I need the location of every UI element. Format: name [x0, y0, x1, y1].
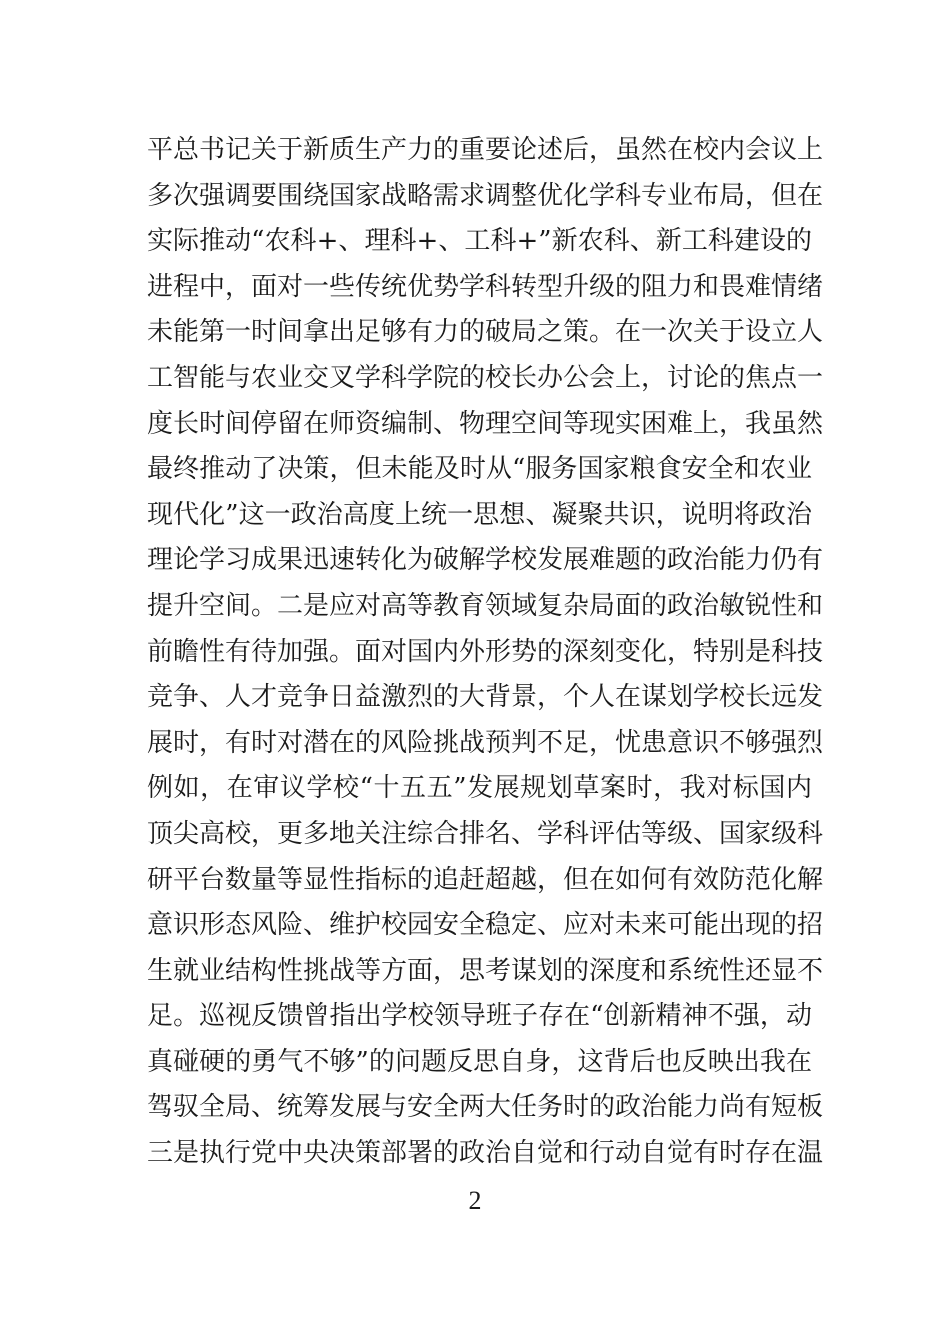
- text-line: 工智能与农业交叉学科学院的校长办公会上，讨论的焦点一: [147, 362, 824, 393]
- text-line: 实际推动“农科+、理科+、工科+”新农科、新工科建设的: [147, 226, 812, 257]
- text-line: 多次强调要围绕国家战略需求调整优化学科专业布局，但在: [147, 180, 824, 211]
- body-text: [147, 128, 824, 1177]
- text-line: 展时，有时对潜在的风险挑战预判不足，忧患意识不够强烈: [147, 727, 824, 758]
- text-line: 顶尖高校，更多地关注综合排名、学科评估等级、国家级科: [147, 818, 824, 849]
- text-line: 意识形态风险、维护校园安全稳定、应对未来可能出现的招: [147, 910, 824, 941]
- text-line: 竞争、人才竞争日益激烈的大背景，个人在谋划学校长远发: [147, 682, 824, 713]
- text-line: 研平台数量等显性指标的追赶超越，但在如何有效防范化解: [147, 864, 824, 895]
- text-line: 理论学习成果迅速转化为破解学校发展难题的政治能力仍有: [147, 545, 824, 576]
- text-line: 真碰硬的勇气不够”的问题反思自身，这背后也反映出我在: [147, 1046, 812, 1077]
- text-line: 现代化”这一政治高度上统一思想、凝聚共识，说明将政治: [147, 499, 812, 530]
- text-line: 驾驭全局、统筹发展与安全两大任务时的政治能力尚有短板: [147, 1092, 824, 1123]
- text-line: 最终推动了决策，但未能及时从“服务国家粮食安全和农业: [147, 454, 812, 485]
- text-line: 前瞻性有待加强。面对国内外形势的深刻变化，特别是科技: [147, 636, 824, 667]
- text-line: 生就业结构性挑战等方面，思考谋划的深度和系统性还显不: [147, 955, 824, 986]
- text-line: 三是执行党中央决策部署的政治自觉和行动自觉有时存在温: [147, 1138, 824, 1169]
- text-line: 提升空间。二是应对高等教育领域复杂局面的政治敏锐性和: [147, 590, 824, 621]
- page-number: 2: [468, 1186, 482, 1215]
- text-line: 未能第一时间拿出足够有力的破局之策。在一次关于设立人: [147, 317, 824, 348]
- text-line: 平总书记关于新质生产力的重要论述后，虽然在校内会议上: [147, 135, 824, 165]
- text-line: 例如，在审议学校“十五五”发展规划草案时，我对标国内: [147, 773, 812, 804]
- text-line: 度长时间停留在师资编制、物理空间等现实困难上，我虽然: [147, 408, 824, 439]
- text-line: 进程中，面对一些传统优势学科转型升级的阻力和畏难情绪: [147, 271, 824, 302]
- text-line: 足。巡视反馈曾指出学校领导班子存在“创新精神不强，动: [147, 1001, 812, 1032]
